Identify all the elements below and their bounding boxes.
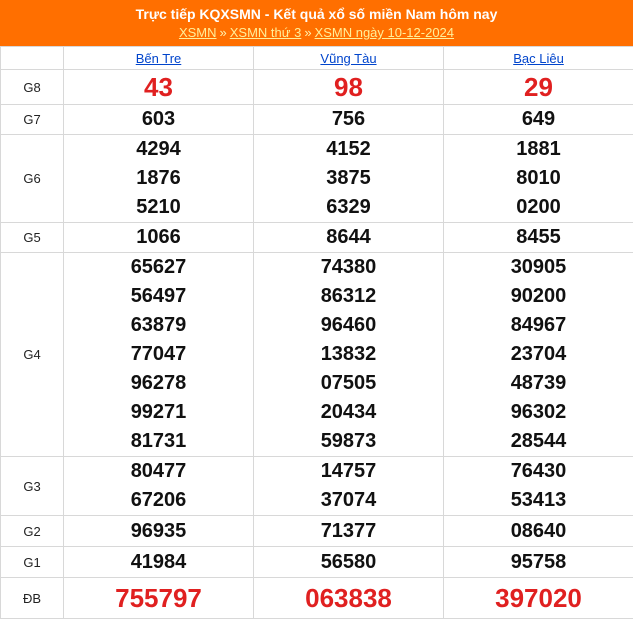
breadcrumb [0,24,633,41]
prize-number: 80477 [130,460,187,482]
prize-number: 13832 [320,343,377,365]
prize-cell [444,223,633,253]
prize-number: 4294 [136,138,181,160]
prize-row-g5 [1,223,633,253]
prize-cell [254,105,444,135]
prize-number: 96935 [130,519,187,542]
prize-number: 1876 [136,167,181,189]
prize-cell [64,547,254,578]
prize-row-g4 [1,253,633,457]
prize-label: G8 [1,70,64,105]
prize-number: 59873 [320,430,377,452]
prize-cell [64,105,254,135]
prize-number: 96278 [130,372,187,394]
prize-number: 90200 [510,285,567,307]
prize-number: 74380 [320,256,377,278]
corner-cell [1,47,64,70]
prize-number: 95758 [510,550,567,573]
breadcrumb-separator: » [219,25,227,40]
prize-label: ĐB [1,578,64,619]
header [0,0,633,46]
prize-number: 99271 [130,401,187,423]
prize-number: 063838 [305,582,392,613]
prize-cell [444,253,633,457]
prize-number: 649 [521,108,556,130]
prize-number: 96302 [510,401,567,423]
prize-number: 07505 [320,372,377,394]
prize-number: 48739 [510,372,567,394]
prize-cell [444,135,633,223]
prize-number: 43 [144,71,173,102]
prize-number: 53413 [510,489,567,511]
prize-number: 14757 [320,460,377,482]
prize-row-g6 [1,135,633,223]
prize-label: G7 [1,105,64,135]
prize-number: 8644 [326,226,371,248]
breadcrumb-xsmn-weekday[interactable]: XSMN thứ 3 [229,25,302,40]
prize-row-g8 [1,70,633,105]
prize-number: 77047 [130,343,187,365]
prize-number: 4152 [326,138,371,160]
prize-cell [444,457,633,516]
prize-label: G3 [1,457,64,516]
prize-cell [64,135,254,223]
prize-number: 65627 [130,256,187,278]
prize-number: 84967 [510,314,567,336]
prize-number: 56497 [130,285,187,307]
prize-number: 8455 [516,226,561,248]
province-link-ben-tre[interactable]: Bến Tre [135,50,182,66]
prize-cell [64,223,254,253]
prize-cell [254,223,444,253]
prize-row-db [1,578,633,619]
prize-rows [1,70,633,619]
prize-label: G4 [1,253,64,457]
prize-number: 603 [141,108,176,130]
prize-number: 63879 [130,314,187,336]
prize-number: 30905 [510,256,567,278]
prize-number: 29 [524,71,553,102]
prize-label: G5 [1,223,64,253]
prize-cell [254,253,444,457]
prize-number: 6329 [326,196,371,218]
prize-number: 3875 [326,167,371,189]
prize-number: 37074 [320,489,377,511]
prize-number: 755797 [115,582,202,613]
prize-number: 8010 [516,167,561,189]
prize-number: 08640 [510,519,567,542]
breadcrumb-xsmn[interactable]: XSMN [178,25,217,40]
prize-number: 1066 [136,226,181,248]
prize-number: 20434 [320,401,377,423]
prize-cell [254,516,444,547]
prize-number: 56580 [320,550,377,573]
prize-number: 397020 [495,582,582,613]
prize-cell [254,578,444,619]
prize-number: 23704 [510,343,567,365]
province-header [64,47,254,70]
prize-cell [64,578,254,619]
prize-cell [254,135,444,223]
province-link-bac-lieu[interactable]: Bạc Liêu [513,50,564,66]
prize-cell [254,547,444,578]
prize-cell [444,547,633,578]
prize-cell [444,516,633,547]
prize-number: 81731 [130,430,187,452]
prize-cell [64,70,254,105]
results-table [0,46,633,619]
prize-row-g3 [1,457,633,516]
prize-number: 0200 [516,196,561,218]
prize-number: 28544 [510,430,567,452]
prize-number: 76430 [510,460,567,482]
prize-cell [444,105,633,135]
province-header-row [1,47,633,70]
prize-cell [254,70,444,105]
prize-cell [444,70,633,105]
prize-number: 86312 [320,285,377,307]
prize-number: 67206 [130,489,187,511]
prize-cell [64,457,254,516]
prize-cell [64,516,254,547]
page-title: Trực tiếp KQXSMN - Kết quả xổ số miền Nam hôm nay [135,6,498,22]
prize-label: G1 [1,547,64,578]
prize-label: G2 [1,516,64,547]
prize-cell [254,457,444,516]
prize-number: 756 [331,108,366,130]
breadcrumb-separator: » [304,25,312,40]
prize-row-g7 [1,105,633,135]
prize-number: 41984 [130,550,187,573]
prize-row-g2 [1,516,633,547]
prize-label: G6 [1,135,64,223]
prize-cell [444,578,633,619]
province-link-vung-tau[interactable]: Vũng Tàu [320,50,377,66]
breadcrumb-xsmn-date[interactable]: XSMN ngày 10-12-2024 [314,25,455,40]
prize-cell [64,253,254,457]
province-header [254,47,444,70]
prize-number: 96460 [320,314,377,336]
province-header [444,47,633,70]
prize-number: 5210 [136,196,181,218]
prize-number: 71377 [320,519,377,542]
prize-number: 98 [334,71,363,102]
prize-row-g1 [1,547,633,578]
prize-number: 1881 [516,138,561,160]
